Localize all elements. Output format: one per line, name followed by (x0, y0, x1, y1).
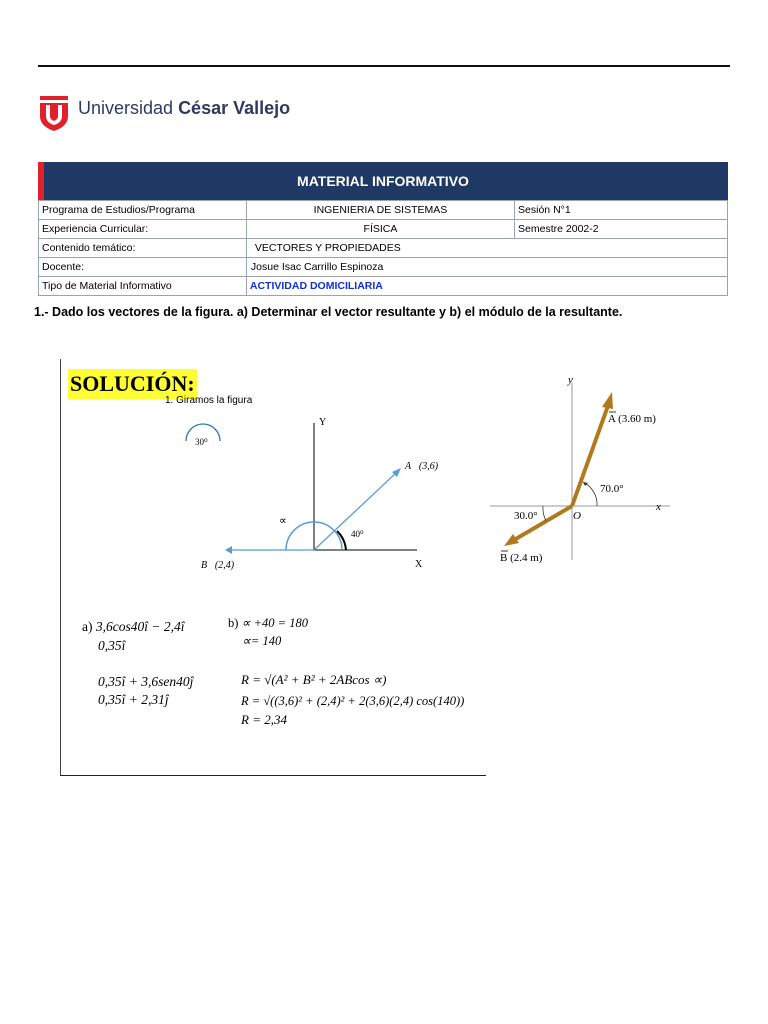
vector-a-label: A (3.60 m) (608, 413, 656, 425)
angle-a-label: 70.0° (600, 483, 624, 495)
table-row: Tipo de Material Informativo ACTIVIDAD DOMICILIARIA (39, 277, 728, 296)
part-b-eq1: R = √(A² + B² + 2ABcos ∝) (241, 672, 387, 687)
table-row: Experiencia Curricular: FÍSICA Semestre 2002-2 (39, 220, 728, 239)
step-1-label: 1. Giramos la figura (165, 395, 253, 406)
angle-a-arrow-icon (583, 482, 588, 486)
table-row: Programa de Estudios/Programa INGENIERIA DE SISTEMAS Sesión N°1 (39, 201, 728, 220)
info-table (38, 200, 728, 296)
banner-title: MATERIAL INFORMATIVO (297, 173, 469, 189)
x-axis-label: x (656, 501, 661, 513)
part-a-line4: 0,35î + 2,31ĵ (98, 692, 169, 707)
part-a-line3: 0,35î + 3,6sen40ĵ (98, 674, 194, 689)
angle-b-label: 30.0° (514, 510, 538, 522)
part-b-eq2: R = √((3,6)² + (2,4)² + 2(3,6)(2,4) cos(140)) (241, 694, 465, 708)
y-axis-label: y (568, 374, 573, 386)
vector-a-arrowhead (602, 392, 613, 409)
small-angle-label: 30⁰ (195, 437, 208, 447)
part-a-line2: 0,35î (98, 638, 126, 653)
origin-label: O (573, 510, 581, 522)
university-logo (38, 94, 298, 134)
university-name: Universidad César Vallejo (78, 98, 291, 118)
part-a-line1: a) 3,6cos40î − 2,4î (82, 619, 185, 634)
solution-title: SOLUCIÓN: (68, 369, 197, 399)
activity-type: ACTIVIDAD DOMICILIARIA (246, 277, 727, 296)
vector-b-arrowhead (225, 546, 232, 554)
crest-icon (38, 94, 70, 132)
part-b-line2: ∝= 140 (242, 634, 282, 648)
table-row: Docente: Josue Isac Carrillo Espinoza (39, 258, 728, 277)
part-b-line1: b) ∝ +40 = 180 (228, 616, 308, 630)
solution-box (60, 359, 486, 776)
x-axis-label: X (415, 559, 423, 570)
rotated-figure (61, 359, 486, 589)
vector-diagram (485, 365, 685, 575)
vector-b-arrowhead (504, 534, 519, 546)
part-b-eq3: R = 2,34 (241, 712, 287, 727)
alpha-label: ∝ (279, 515, 287, 527)
vector-b-label: B (2.4 m) (500, 552, 543, 564)
title-banner (38, 162, 728, 200)
angle-40-label: 40⁰ (351, 529, 364, 539)
table-row: Contenido temático: VECTORES Y PROPIEDADES (39, 239, 728, 258)
angle-b-arc (543, 506, 546, 521)
question-1: 1.- Dado los vectores de la figura. a) Determinar el vector resultante y b) el módulo de la resultante. (34, 305, 623, 319)
top-rule (38, 65, 730, 67)
vector-a-label: A⃗(3,6) (405, 461, 439, 472)
vector-b-label: B⃗(2,4) (201, 560, 235, 571)
y-axis-label: Y (319, 417, 327, 428)
